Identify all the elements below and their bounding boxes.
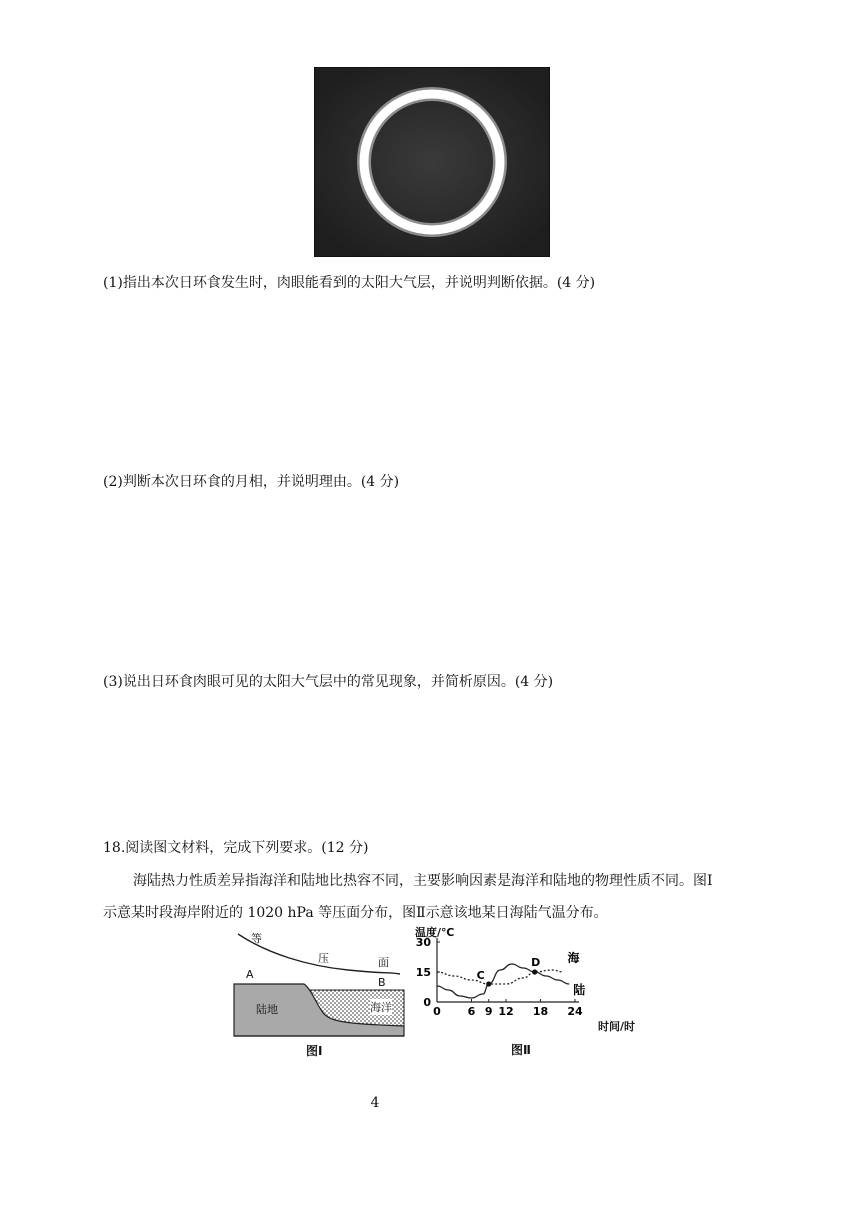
point-b-label: B: [378, 976, 386, 989]
land-label: 陆地: [256, 1003, 278, 1016]
sea-label: 海洋: [370, 1001, 392, 1014]
series-label: 海: [567, 951, 580, 965]
point-label: C: [476, 969, 485, 982]
point-a-label: A: [246, 968, 254, 981]
question-2: (2)判断本次日环食的月相，并说明理由。(4 分): [103, 474, 400, 490]
figure-1-caption: 图Ⅰ: [306, 1044, 323, 1058]
page-number: 4: [370, 1095, 380, 1111]
eclipse-photo: [314, 67, 550, 257]
point-d: [532, 969, 537, 974]
figure-2-caption: 图Ⅱ: [511, 1043, 531, 1057]
x-tick-label: 0: [433, 1005, 441, 1018]
question-18-para-line2: 示意某时段海岸附近的 1020 hPa 等压面分布，图Ⅱ示意该地某日海陆气温分布。: [103, 905, 608, 921]
chart-ylabel: 温度/℃: [415, 926, 455, 939]
label-deng: 等: [251, 932, 262, 945]
chart-xlabel: 时间/时: [598, 1020, 636, 1033]
x-tick-label: 24: [567, 1005, 583, 1018]
x-tick-label: 9: [484, 1005, 493, 1018]
annular-eclipse-ring: [315, 68, 549, 256]
label-ya: 压: [318, 952, 329, 965]
point-c: [486, 981, 491, 986]
series-line-sea: [437, 970, 564, 984]
x-tick-label: 18: [532, 1005, 549, 1018]
label-mian: 面: [378, 956, 389, 969]
series-label: 陆: [573, 983, 586, 997]
x-tick-label: 6: [467, 1005, 476, 1018]
question-3: (3)说出日环食肉眼可见的太阳大气层中的常见现象，并简析原因。(4 分): [103, 674, 554, 690]
point-label: D: [531, 956, 541, 969]
y-tick-label: 0: [423, 996, 431, 1009]
x-tick-label: 12: [498, 1005, 514, 1018]
figure-1: [228, 928, 413, 1063]
question-18-title: 18.阅读图文材料，完成下列要求。(12 分): [103, 840, 369, 856]
y-tick-label: 30: [415, 936, 431, 949]
series-line-land: [437, 964, 569, 998]
question-18-para-line1: 海陆热力性质差异指海洋和陆地比热容不同，主要影响因素是海洋和陆地的物理性质不同。图Ⅰ: [133, 873, 713, 889]
y-tick-label: 15: [415, 966, 431, 979]
figure-2: [412, 922, 642, 1062]
question-1: (1)指出本次日环食发生时，肉眼能看到的太阳大气层，并说明判断依据。(4 分): [103, 275, 596, 291]
